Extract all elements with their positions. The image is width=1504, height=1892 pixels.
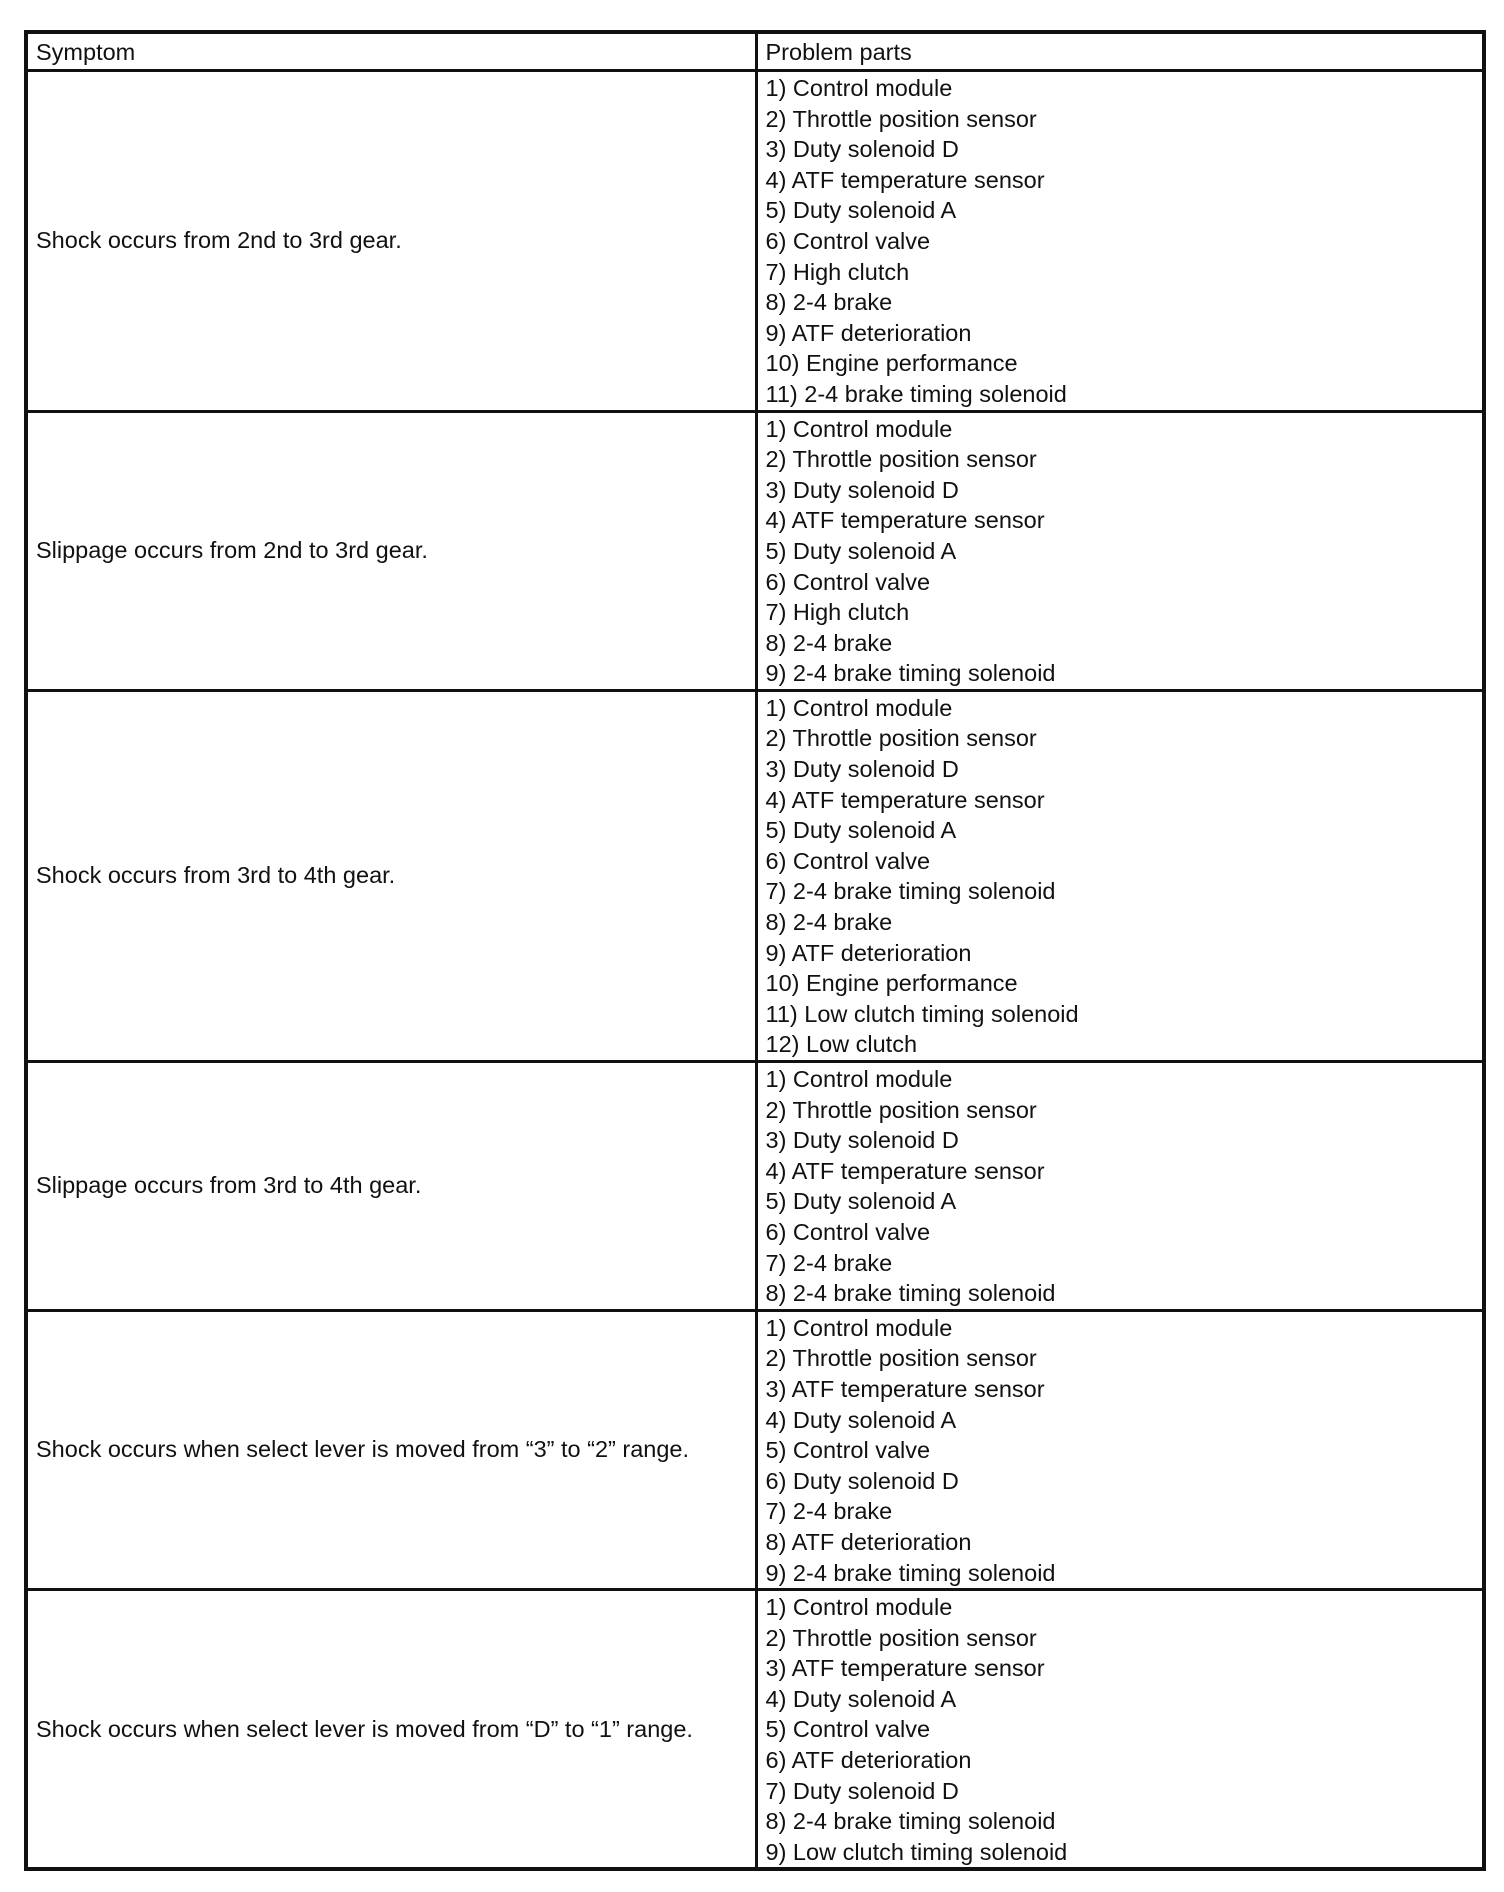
symptom-cell: Slippage occurs from 2nd to 3rd gear. (26, 411, 756, 690)
list-item: 10) Engine performance (765, 970, 1018, 997)
header-row (26, 32, 1484, 71)
symptom-cell: Shock occurs from 2nd to 3rd gear. (26, 71, 756, 412)
list-item: 8) 2-4 brake (765, 629, 893, 656)
problem-parts-cell (756, 71, 1484, 412)
problem-parts-list (766, 1064, 1475, 1309)
table-row (26, 71, 1484, 412)
list-item: 8) ATF deterioration (765, 1528, 972, 1555)
list-item: 5) Control valve (765, 1437, 931, 1464)
list-item: 8) 2-4 brake timing solenoid (765, 1280, 1056, 1307)
diagnosis-table (24, 30, 1486, 1871)
list-item: 2) Throttle position sensor (765, 1345, 1037, 1372)
header-problem-parts: Problem parts (756, 32, 1484, 71)
problem-parts-cell (756, 1062, 1484, 1311)
table-body (26, 71, 1484, 1870)
list-item: 4) Duty solenoid A (765, 1685, 957, 1712)
table-row (26, 690, 1484, 1061)
list-item: 1) Control module (765, 694, 953, 721)
list-item: 7) 2-4 brake (765, 1498, 893, 1525)
table-row (26, 411, 1484, 690)
list-item: 6) Control valve (765, 568, 931, 595)
list-item: 7) High clutch (765, 258, 910, 285)
list-item: 5) Duty solenoid A (765, 1188, 957, 1215)
list-item: 4) ATF temperature sensor (765, 166, 1045, 193)
list-item: 3) Duty solenoid D (765, 136, 959, 163)
problem-parts-list (766, 1313, 1475, 1588)
list-item: 5) Duty solenoid A (765, 197, 957, 224)
list-item: 11) Low clutch timing solenoid (765, 1000, 1079, 1027)
list-item: 6) Control valve (765, 847, 931, 874)
list-item: 8) 2-4 brake (765, 909, 893, 936)
list-item: 6) Control valve (765, 227, 931, 254)
list-item: 2) Throttle position sensor (765, 725, 1037, 752)
list-item: 8) 2-4 brake (765, 289, 893, 316)
list-item: 1) Control module (765, 1066, 953, 1092)
list-item: 2) Throttle position sensor (765, 1624, 1037, 1651)
table-row (26, 1590, 1484, 1870)
list-item: 7) Duty solenoid D (765, 1777, 959, 1804)
list-item: 6) Duty solenoid D (765, 1467, 959, 1494)
list-item: 6) Control valve (765, 1218, 931, 1245)
list-item: 9) Low clutch timing solenoid (765, 1838, 1068, 1865)
symptom-cell: Slippage occurs from 3rd to 4th gear. (26, 1062, 756, 1311)
list-item: 4) ATF temperature sensor (765, 1157, 1045, 1184)
symptom-cell: Shock occurs when select lever is moved from “D” to “1” range. (26, 1590, 756, 1870)
list-item: 11) 2-4 brake timing solenoid (765, 380, 1067, 407)
list-item: 4) ATF temperature sensor (765, 786, 1045, 813)
list-item: 10) Engine performance (765, 350, 1018, 377)
problem-parts-cell (756, 690, 1484, 1061)
problem-parts-cell (756, 1590, 1484, 1870)
list-item: 3) Duty solenoid D (765, 476, 959, 503)
list-item: 5) Duty solenoid A (765, 817, 957, 844)
list-item: 2) Throttle position sensor (765, 1096, 1037, 1123)
table-row (26, 1310, 1484, 1589)
list-item: 12) Low clutch (765, 1031, 918, 1058)
list-item: 7) 2-4 brake (765, 1249, 893, 1276)
list-item: 3) Duty solenoid D (765, 756, 959, 783)
list-item: 2) Throttle position sensor (765, 446, 1037, 473)
list-item: 5) Duty solenoid A (765, 537, 957, 564)
list-item: 9) ATF deterioration (765, 319, 972, 346)
list-item: 1) Control module (765, 415, 953, 442)
symptom-cell: Shock occurs from 3rd to 4th gear. (26, 690, 756, 1061)
header-symptom: Symptom (26, 32, 756, 71)
list-item: 9) 2-4 brake timing solenoid (765, 660, 1056, 687)
list-item: 9) ATF deterioration (765, 939, 972, 966)
list-item: 5) Control valve (765, 1716, 931, 1743)
problem-parts-list (766, 693, 1475, 1060)
problem-parts-list (766, 414, 1475, 689)
list-item: 7) 2-4 brake timing solenoid (765, 878, 1056, 905)
table-header (26, 32, 1484, 71)
list-item: 3) Duty solenoid D (765, 1127, 959, 1154)
list-item: 3) ATF temperature sensor (765, 1375, 1045, 1402)
problem-parts-list (766, 1592, 1475, 1867)
list-item: 7) High clutch (765, 599, 910, 626)
list-item: 3) ATF temperature sensor (765, 1655, 1045, 1682)
symptom-cell: Shock occurs when select lever is moved from “3” to “2” range. (26, 1310, 756, 1589)
problem-parts-cell (756, 1310, 1484, 1589)
list-item: 8) 2-4 brake timing solenoid (765, 1808, 1056, 1835)
list-item: 4) ATF temperature sensor (765, 507, 1045, 534)
problem-parts-cell (756, 411, 1484, 690)
list-item: 4) Duty solenoid A (765, 1406, 957, 1433)
list-item: 1) Control module (765, 1314, 953, 1341)
list-item: 6) ATF deterioration (765, 1747, 972, 1774)
list-item: 9) 2-4 brake timing solenoid (765, 1559, 1056, 1586)
list-item: 1) Control module (765, 75, 953, 101)
list-item: 1) Control module (765, 1594, 953, 1621)
problem-parts-list (766, 73, 1475, 410)
list-item: 2) Throttle position sensor (765, 105, 1037, 132)
table-row (26, 1062, 1484, 1311)
